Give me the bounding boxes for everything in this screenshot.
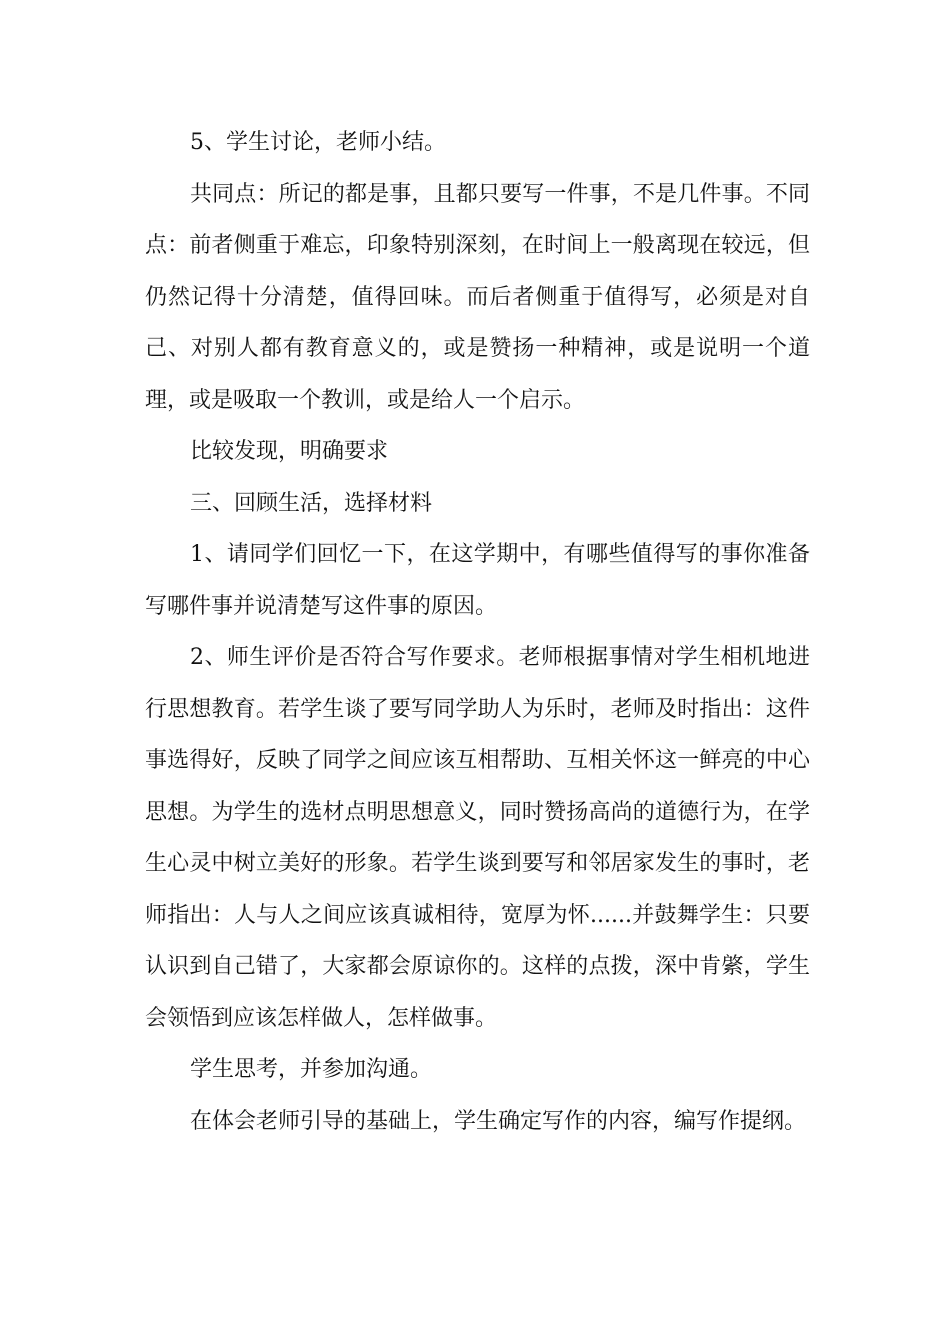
paragraph-student-thinking: 学生思考，并参加沟通。 [190, 1057, 433, 1082]
paragraph-similarities-differences: 共同点：所记的都是事，且都只要写一件事，不是几件事。不同点：前者侧重于难忘，印象特别深刻，在时间上一般离现在较远，但仍然记得十分清楚，值得回味。而后者侧重于值得写，必须是对自己、对别人都有教育意义的，或是赞扬一种精神，或是说明一个道理，或是吸取一个教训，或是给人一个启示。 [145, 181, 810, 413]
document-body [145, 117, 810, 1147]
paragraph-write-outline: 在体会老师引导的基础上，学生确定写作的内容，编写作提纲。 [190, 1108, 807, 1134]
paragraph-teacher-evaluation: 2、师生评价是否符合写作要求。老师根据事情对学生相机地进行思想教育。若学生谈了要写同学助人为乐时，老师及时指出：这件事选得好，反映了同学之间应该互相帮助、互相关怀这一鲜亮的中心思想。为学生的选材点明思想意义，同时赞扬高尚的道德行为，在学生心灵中树立美好的形象。若学生谈到要写和邻居家发生的事时，老师指出：人与人之间应该真诚相待，宽厚为怀......并鼓舞学生：只要认识到自己错了，大家都会原谅你的。这样的点拨，深中肯綮，学生会领悟到应该怎样做人，怎样做事。 [145, 645, 810, 1031]
paragraph-recall-events: 1、请同学们回忆一下，在这学期中，有哪些值得写的事你准备写哪件事并说清楚写这件事的原因。 [145, 542, 810, 619]
section-heading-review-life: 三、回顾生活，选择材料 [190, 490, 433, 516]
paragraph-compare-requirements: 比较发现，明确要求 [190, 439, 389, 464]
paragraph-discussion-summary: 5、学生讨论，老师小结。 [190, 130, 446, 155]
